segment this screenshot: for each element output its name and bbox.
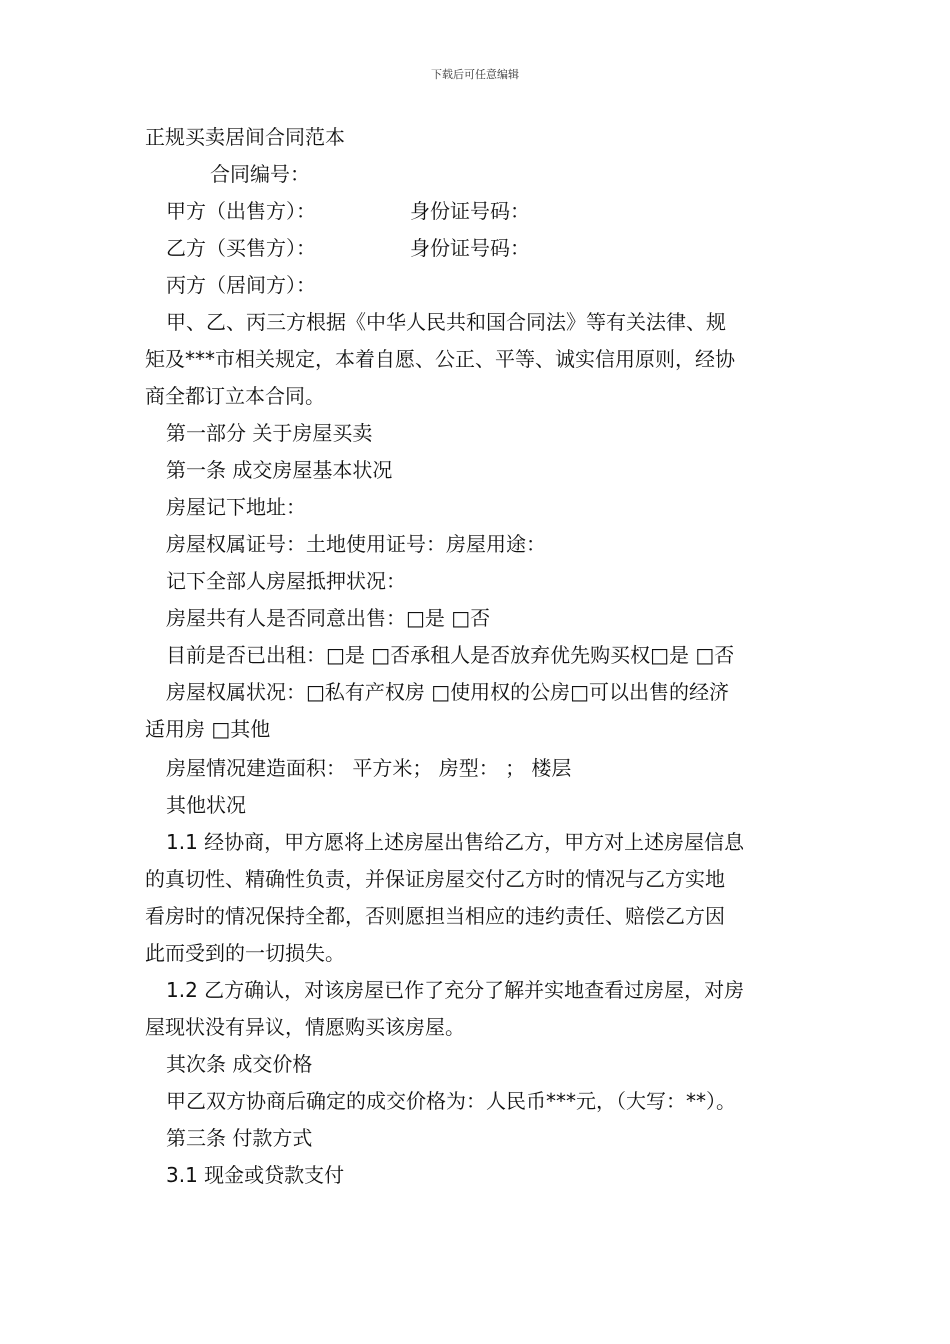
document-title: 正规买卖居间合同范本 (145, 125, 345, 149)
clause-1-1-line-1: 1.1 经协商，甲方愿将上述房屋出售给乙方，甲方对上述房屋信息 (166, 830, 745, 854)
price-line: 甲乙双方协商后确定的成交价格为：人民币***元，（大写：**）。 (166, 1089, 736, 1113)
party-b-id-label: 身份证号码： (410, 236, 530, 260)
party-b-label: 乙方（买售方）： (166, 236, 316, 260)
rental-status-line: 目前是否已出租：□是 □否承租人是否放弃优先购买权□是 □否 (166, 643, 735, 667)
contract-number-label: 合同编号： (210, 162, 310, 186)
clause-1-1-line-3: 看房时的情况保持全都，否则愿担当相应的违约责任、赔偿乙方因 (145, 904, 725, 928)
ownership-cert-label: 房屋权属证号：土地使用证号：房屋用途： (166, 532, 546, 556)
clause-3-1-line: 3.1 现金或贷款支付 (166, 1163, 345, 1187)
preamble-line-1: 甲、乙、丙三方根据《中华人民共和国合同法》等有关法律、规 (166, 310, 726, 334)
part-one-heading: 第一部分 关于房屋买卖 (166, 421, 373, 445)
preamble-line-2: 矩及***市相关规定，本着自愿、公正、平等、诚实信用原则，经协 (145, 347, 735, 371)
party-a-label: 甲方（出售方）： (166, 199, 316, 223)
page-header: 下载后可任意编辑 (431, 68, 519, 81)
party-c-label: 丙方（居间方）： (166, 273, 316, 297)
article-three-heading: 第三条 付款方式 (166, 1126, 313, 1150)
clause-1-2-line-2: 屋现状没有异议，情愿购买该房屋。 (145, 1015, 465, 1039)
ownership-status-line-2: 适用房 □其他 (145, 717, 271, 741)
co-owner-consent-line: 房屋共有人是否同意出售：□是 □否 (166, 606, 491, 630)
mortgage-status-label: 记下全部人房屋抵押状况： (166, 569, 406, 593)
house-area-line: 房屋情况建造面积： 平方米； 房型： ； 楼层 (166, 756, 572, 780)
clause-1-1-line-4: 此而受到的一切损失。 (145, 941, 345, 965)
party-a-id-label: 身份证号码： (410, 199, 530, 223)
article-one-heading: 第一条 成交房屋基本状况 (166, 458, 393, 482)
clause-1-2-line-1: 1.2 乙方确认，对该房屋已作了充分了解并实地查看过房屋，对房 (166, 978, 745, 1002)
article-two-heading: 其次条 成交价格 (166, 1052, 313, 1076)
ownership-status-line-1: 房屋权属状况：□私有产权房 □使用权的公房□可以出售的经济 (166, 680, 730, 704)
other-status-label: 其他状况 (166, 793, 246, 817)
preamble-line-3: 商全都订立本合同。 (145, 384, 325, 408)
clause-1-1-line-2: 的真切性、精确性负责，并保证房屋交付乙方时的情况与乙方实地 (145, 867, 725, 891)
house-address-label: 房屋记下地址： (166, 495, 306, 519)
